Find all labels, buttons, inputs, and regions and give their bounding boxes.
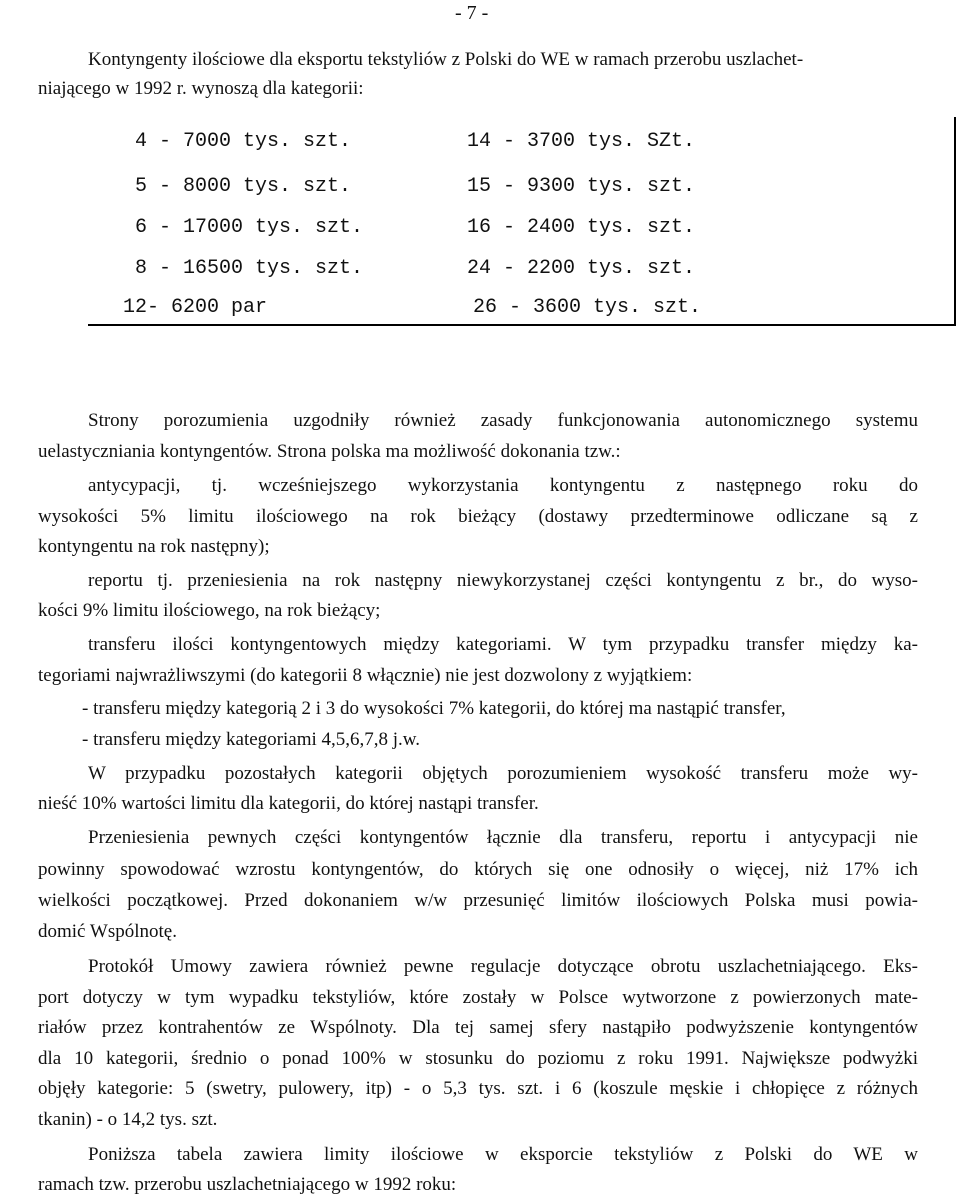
body-line: objęły kategorie: 5 (swetry, pulowery, itp) - o 5,3 tys. szt. i 6 (koszule męskie i chłopięce z różnych (38, 1078, 918, 1099)
body-line: domić Wspólnotę. (38, 921, 177, 942)
body-line: riałów przez kontrahentów ze Wspólnoty. Dla tej samej sfery nastąpiło podwyższenie kontyngentów (38, 1017, 918, 1038)
quota-cell: 4 - 7000 tys. szt. (135, 130, 352, 153)
body-line: Poniższa tabela zawiera limity ilościowe w eksporcie tekstyliów z Polski do WE w (88, 1144, 918, 1165)
body-line: - transferu między kategoriami 4,5,6,7,8 j.w. (82, 729, 421, 750)
quota-cell: 16 - 2400 tys. szt. (467, 216, 696, 239)
body-line: Protokół Umowy zawiera również pewne regulacje dotyczące obrotu uszlachetniającego. Eks- (88, 956, 918, 977)
body-line: reportu tj. przeniesienia na rok następny niewykorzystanej części kontyngentu z br., do wyso- (88, 570, 918, 591)
body-line: tegoriami najwrażliwszymi (do kategorii 8 włącznie) nie jest dozwolony z wyjątkiem: (38, 665, 693, 686)
quota-cell: 12- 6200 par (123, 296, 268, 319)
quota-cell: 6 - 17000 tys. szt. (135, 216, 364, 239)
body-line: tkanin) - o 14,2 tys. szt. (38, 1109, 218, 1130)
body-line: Strony porozumienia uzgodniły również zasady funkcjonowania autonomicznego systemu (88, 410, 918, 431)
body-line: antycypacji, tj. wcześniejszego wykorzystania kontyngentu z następnego roku do (88, 475, 918, 496)
body-line: kontyngentu na rok następny); (38, 536, 270, 557)
page-number: - 7 - (455, 2, 489, 24)
quota-cell: 24 - 2200 tys. szt. (467, 257, 696, 280)
body-line: dla 10 kategorii, średnio o ponad 100% w stosunku do poziomu z roku 1991. Największe podwyżki (38, 1048, 918, 1069)
body-line: - transferu między kategorią 2 i 3 do wysokości 7% kategorii, do której ma nastąpić transfer, (82, 698, 786, 719)
intro-line-1: Kontyngenty ilościowe dla eksportu tekstyliów z Polski do WE w ramach przerobu uszlachet- (88, 49, 804, 70)
quota-cell: 14 - 3700 tys. SZt. (467, 130, 696, 153)
quota-table (88, 117, 956, 326)
body-line: port dotyczy w tym wypadku tekstyliów, które zostały w Polsce wytworzone z powierzonych mate- (38, 987, 918, 1008)
quota-cell: 5 - 8000 tys. szt. (135, 175, 352, 198)
body-line: wielkości początkowej. Przed dokonaniem w/w przesunięć limitów ilościowych Polska musi powia- (38, 890, 918, 911)
quota-cell: 15 - 9300 tys. szt. (467, 175, 696, 198)
body-line: Przeniesienia pewnych części kontyngentów łącznie dla transferu, reportu i antycypacji nie (88, 827, 918, 848)
body-line: wysokości 5% limitu ilościowego na rok bieżący (dostawy przedterminowe odliczane są z (38, 506, 918, 527)
quota-cell: 26 - 3600 tys. szt. (473, 296, 702, 319)
body-line: ramach tzw. przerobu uszlachetniającego w 1992 roku: (38, 1174, 457, 1195)
body-line: uelastyczniania kontyngentów. Strona polska ma możliwość dokonania tzw.: (38, 441, 621, 462)
body-line: transferu ilości kontyngentowych między kategoriami. W tym przypadku transfer między ka- (88, 634, 918, 655)
quota-cell: 8 - 16500 tys. szt. (135, 257, 364, 280)
body-line: W przypadku pozostałych kategorii objętych porozumieniem wysokość transferu może wy- (88, 763, 918, 784)
intro-line-2: niającego w 1992 r. wynoszą dla kategorii: (38, 78, 364, 99)
body-line: powinny spowodować wzrostu kontyngentów, do których się one odnosiły o więcej, niż 17% ich (38, 859, 918, 880)
body-line: nieść 10% wartości limitu dla kategorii, do której nastąpi transfer. (38, 793, 539, 814)
body-line: kości 9% limitu ilościowego, na rok bieżący; (38, 600, 381, 621)
